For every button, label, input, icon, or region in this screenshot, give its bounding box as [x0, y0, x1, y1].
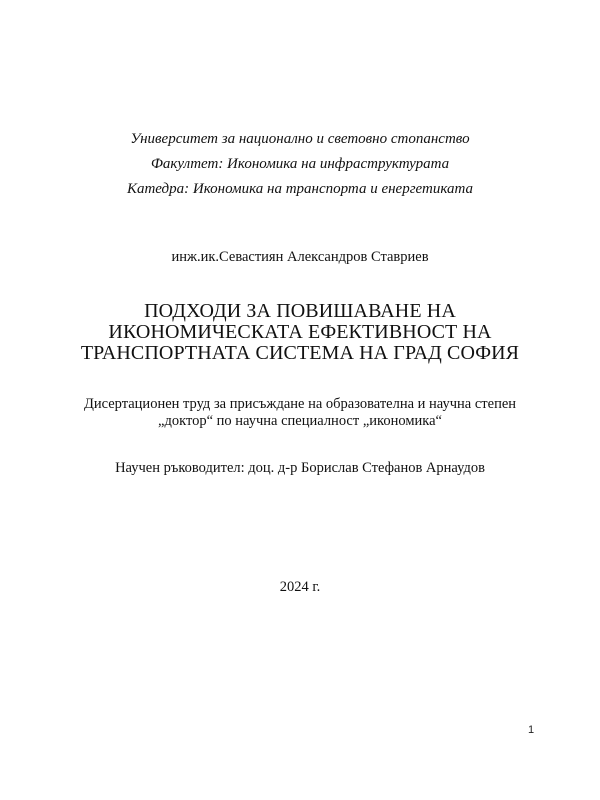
title-line-3: ТРАНСПОРТНАТА СИСТЕМА НА ГРАД СОФИЯ	[80, 342, 520, 364]
page-number: 1	[528, 724, 535, 736]
department-name: Катедра: Икономика на транспорта и енергетиката	[126, 181, 474, 197]
university-name: Университет за национално и световно стопанство	[130, 131, 470, 147]
subtitle-line-2: „доктор“ по научна специалност „икономика“	[158, 413, 442, 429]
year: 2024 г.	[279, 579, 321, 595]
subtitle-line-1: Дисертационен труд за присъждане на образователна и научна степен	[83, 396, 517, 412]
title-line-2: ИКОНОМИЧЕСКАТА ЕФЕКТИВНОСТ НА	[108, 321, 492, 343]
author-name: инж.ик.Севастиян Александров Ставриев	[171, 249, 429, 265]
faculty-name: Факултет: Икономика на инфраструктурата	[150, 156, 450, 172]
supervisor: Научен ръководител: доц. д-р Борислав Стефанов Арнаудов	[115, 460, 485, 476]
title-line-1: ПОДХОДИ ЗА ПОВИШАВАНЕ НА	[144, 300, 456, 322]
